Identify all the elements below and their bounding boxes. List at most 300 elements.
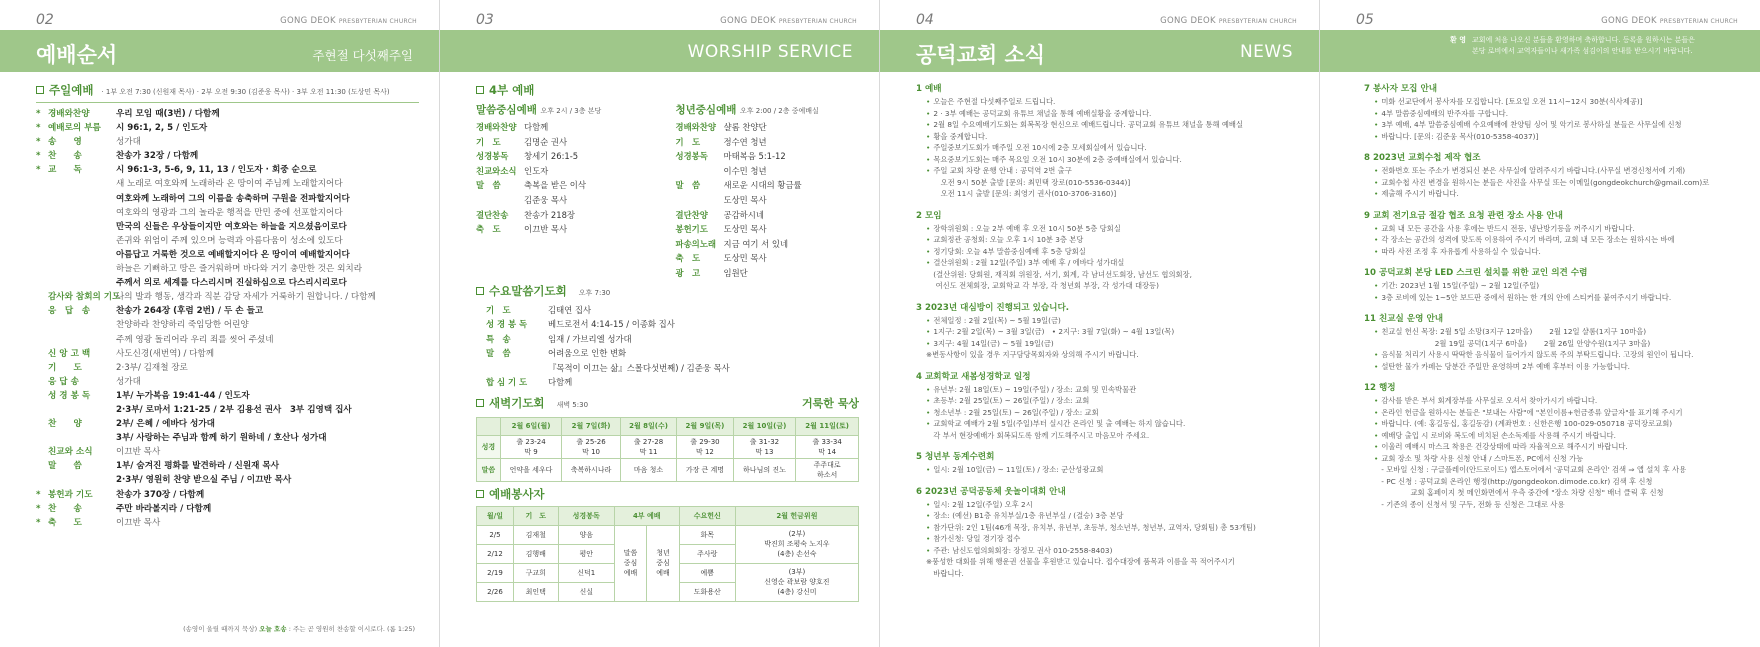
order-label: 친교와 소식 xyxy=(48,447,93,458)
news-line xyxy=(1364,338,1740,350)
news-text: 바랍니다. (예: 홍길동십, 홍길동감) (계좌번호 : 신한은행 100-029-050718 공덕장로교회) xyxy=(1381,419,1673,428)
order-value: 시 96:1, 2, 5 / 인도자 xyxy=(116,123,208,134)
news-line xyxy=(1364,441,1740,453)
service-label: 기 도 xyxy=(476,136,501,147)
order-label xyxy=(48,403,116,417)
order-row xyxy=(36,403,419,417)
dawn-word-cell: 언약을 세우다 xyxy=(500,458,561,481)
church-name: GONG DEOK xyxy=(720,16,776,26)
worship-service-content xyxy=(476,80,859,641)
box-icon xyxy=(476,86,484,94)
bullet-mark xyxy=(36,459,48,473)
service-row xyxy=(476,164,660,179)
news-text: 각 장소는 공간의 성격에 맞도록 이용하여 주시기 바라며, 교회 내 모든 장소는 원하시는 바에 xyxy=(1381,235,1675,244)
page-number: 04 xyxy=(916,12,934,28)
news-line xyxy=(916,556,1299,568)
bullet-dot: • xyxy=(926,246,931,256)
news-line xyxy=(916,177,1299,189)
bullet-dot: • xyxy=(926,108,931,118)
right-column xyxy=(676,102,860,281)
order-row xyxy=(36,361,419,375)
box-icon xyxy=(36,86,44,94)
news-item xyxy=(916,301,1299,361)
news-text: 유년부: 2월 18일(토) ~ 19일(주일) / 장소: 교회 및 민속박물관 xyxy=(933,384,1137,394)
bullet-dot: • xyxy=(1374,350,1379,359)
order-value: 찬송가 370장 / 다함께 xyxy=(116,489,205,500)
service-label: 결단찬송 xyxy=(476,209,509,220)
bullet-dot: • xyxy=(1374,246,1379,256)
news-line xyxy=(1364,246,1740,258)
vol-money-b: (3부) 신영순 곽보람 양호진 (4층) 강신미 xyxy=(735,563,858,601)
order-label: 말 씀 xyxy=(48,461,82,472)
order-value: 이끄반 목사 xyxy=(116,517,161,528)
news-text: 예배당 출입 시 로비와 복도에 비치된 손소독제를 사용해 주시기 바랍니다. xyxy=(1381,430,1616,440)
news-heading: 7 봉사자 모집 안내 xyxy=(1364,84,1438,94)
service-row xyxy=(476,149,660,164)
wednesday-label: 합 심 기 도 xyxy=(486,377,528,388)
order-value: 찬송가 32장 / 다함께 xyxy=(116,151,199,162)
service-value: 정수연 청년 xyxy=(723,136,767,147)
footnote-b: 오늘 호송 xyxy=(259,625,287,633)
dawn-row-label: 성경 xyxy=(477,435,501,458)
order-label: 찬 송 xyxy=(48,151,82,162)
service-label xyxy=(476,193,524,208)
order-row xyxy=(36,177,419,191)
service-label: 말 씀 xyxy=(675,180,701,191)
news-text: 주관: 남신도협의회회장: 장정모 권사 010-2558-8403) xyxy=(933,545,1113,555)
bullet-mark xyxy=(36,318,48,332)
fourth-service-columns xyxy=(476,102,859,281)
page-news xyxy=(880,0,1320,647)
dawn-schedule-table xyxy=(476,417,859,482)
news-text: 제출해 주시기 바랍니다. xyxy=(1381,189,1459,198)
vol-reading: 양음 xyxy=(558,525,614,544)
news-heading: 2 모임 xyxy=(916,210,942,221)
section-heading xyxy=(476,283,859,299)
order-label xyxy=(48,192,116,206)
news-line xyxy=(916,430,1299,442)
dawn-word-row xyxy=(477,458,859,481)
order-label xyxy=(48,248,116,262)
news-line xyxy=(916,165,1299,177)
news-line xyxy=(1364,165,1740,177)
news-text: - 모바일 신청 : 구글플레이(안드로이드) 앱스토어에서 '공덕교회 온라인' 검색 ⇒ 앱 설치 후 사용 xyxy=(1374,465,1687,474)
page-worship-service xyxy=(440,0,880,647)
order-value: 여호와께 노래하여 그의 이름을 송축하며 구원을 전파할지어다 xyxy=(116,193,350,204)
news-item xyxy=(916,82,1299,200)
news-item xyxy=(916,485,1299,580)
divider xyxy=(36,102,419,103)
bullet-mark xyxy=(36,445,48,459)
order-row xyxy=(36,318,419,332)
news-line xyxy=(916,533,1299,545)
page-number: 05 xyxy=(1356,12,1374,28)
news-heading: 12 행정 xyxy=(1364,383,1396,393)
bullet-dot: • xyxy=(1374,166,1379,175)
order-row xyxy=(36,220,419,234)
vol-head: 4부 예배 xyxy=(614,506,679,525)
news-line xyxy=(916,188,1299,200)
bullet-mark xyxy=(36,248,48,262)
dawn-bible-cell: 출 23-24 막 9 xyxy=(500,435,561,458)
service-label: 친교와소식 xyxy=(476,165,517,176)
order-row xyxy=(36,445,419,459)
news-line xyxy=(1364,487,1740,499)
order-label: 응 답 송 xyxy=(48,376,79,387)
news-text: 교회수첩 사진 변경을 원하시는 분들은 사진을 사무실 또는 이메일(gongdeokchurch@gmail.com)로 xyxy=(1381,177,1710,187)
news-text: 기간: 2023년 1월 15일(주일) ~ 2월 12일(주일) xyxy=(1381,281,1540,290)
news-text: 황을 중계합니다. xyxy=(933,131,988,141)
news-text: 바랍니다. [문의: 김준웅 목사(010-5358-4037)] xyxy=(1381,131,1539,141)
news-line xyxy=(1364,280,1740,292)
news-line xyxy=(916,522,1299,534)
bullet-dot: • xyxy=(926,545,931,555)
news-text: 청소년부 : 2월 25일(토) ~ 26일(주일) / 장소: 교회 xyxy=(933,407,1099,417)
bullet-mark xyxy=(36,290,48,304)
bullet-dot: • xyxy=(1374,120,1379,129)
vol-reading: 신실 xyxy=(558,582,614,601)
bullet-dot: • xyxy=(1374,292,1379,302)
order-row xyxy=(36,163,419,177)
dawn-bible-cell: 출 25-26 막 10 xyxy=(562,435,621,458)
order-row xyxy=(36,192,419,206)
news-line xyxy=(916,108,1299,120)
dawn-time: 새벽 5:30 xyxy=(556,400,589,409)
worship-order-content xyxy=(36,80,419,641)
bullet-dot: • xyxy=(1374,396,1379,405)
service-label: 기 도 xyxy=(675,136,701,147)
bullet-mark xyxy=(36,234,48,248)
service-label: 성경봉독 xyxy=(675,151,708,162)
page-title: 예배순서 xyxy=(36,43,118,67)
news-heading: 9 교회 전기요금 절감 협조 요청 관련 장소 사용 안내 xyxy=(1364,210,1563,221)
order-row xyxy=(36,459,419,473)
news-line xyxy=(916,326,1299,338)
news-line xyxy=(916,269,1299,281)
order-value: 주께서 의로 세계를 다스리시며 진실하심으로 다스리시리로다 xyxy=(116,278,347,289)
welcome-text-2: 본당 로비에서 교역자들이나 새가족 섬김이의 안내를 받으시기 바랍니다. xyxy=(1472,47,1693,55)
welcome-line-1 xyxy=(1450,35,1734,46)
order-row xyxy=(36,262,419,276)
news-text: 이울러 예배시 마스크 착용은 건강상태에 따라 자율적으로 해주시기 바랍니다. xyxy=(1381,442,1628,451)
order-row xyxy=(36,502,419,516)
church-suffix: PRESBYTERIAN CHURCH xyxy=(338,18,417,25)
news-text: 정기당회: 오늘 4부 말씀중심예배 후 5층 당회실 xyxy=(933,246,1086,256)
wednesday-value: 베드로전서 4:14-15 / 이종화 집사 xyxy=(548,319,675,330)
dawn-bible-row xyxy=(477,435,859,458)
news-line xyxy=(916,418,1299,430)
bullet-dot: • xyxy=(1374,327,1379,336)
bullet-dot: • xyxy=(926,396,931,405)
bullet-mark xyxy=(36,304,48,318)
bullet-dot: • xyxy=(926,166,931,175)
welcome-label: 환 영 xyxy=(1450,36,1466,44)
news-text: 음식물 처리기 사용시 딱딱한 음식물이 들어가지 않도록 주의 부탁드립니다. 고장의 원인이 됩니다. xyxy=(1381,350,1694,359)
dawn-corner xyxy=(477,417,501,435)
service-row xyxy=(676,251,860,266)
bullet-mark xyxy=(36,389,48,403)
news-text: 온라인 헌금을 원하시는 분들은 "보내는 사람"에 "본인이름+헌금종류 앞글자"를 표기해 주시기 xyxy=(1381,407,1683,417)
news-line xyxy=(1364,108,1740,120)
news-line xyxy=(916,96,1299,108)
vol-head: 2월 헌금위원 xyxy=(735,506,858,525)
vol-prayer: 구교희 xyxy=(513,563,558,582)
bullet-mark xyxy=(36,262,48,276)
bullet-mark: * xyxy=(36,151,41,162)
news-text: - 기존의 종이 신청서 및 구두, 전화 등 신청은 그대로 사용 xyxy=(1374,499,1565,509)
bullet-mark xyxy=(36,206,48,220)
dawn-bible-cell: 출 31-32 막 13 xyxy=(733,435,796,458)
news-text: 교회 내 모든 공간을 사용 후에는 반드시 전등, 냉난방기등을 꺼주시기 바랍니다. xyxy=(1381,223,1635,233)
order-value: 시 96:1-3, 5-6, 9, 11, 13 / 인도자 · 회중 순으로 xyxy=(116,165,317,176)
bullet-dot: • xyxy=(1374,108,1379,118)
wednesday-value: 『목적이 이끄는 삶』스몰다섯번째) / 김준웅 목사 xyxy=(548,362,730,373)
news-line xyxy=(916,510,1299,522)
service-value: 임원단 xyxy=(723,267,748,278)
news-text: 각 부서 현장예배가 회복되도록 함께 기도해주시고 마음모아 주세요. xyxy=(926,430,1150,440)
vol-prayer: 최인택 xyxy=(513,582,558,601)
section-heading xyxy=(36,82,419,98)
bullet-mark xyxy=(36,473,48,487)
service-row xyxy=(676,222,860,237)
news-text: 3부 예배, 4부 말씀중심예배 수요예배에 찬양팀 싱어 및 악기로 봉사하실 분들은 사무실에 신청 xyxy=(1381,120,1682,129)
order-row xyxy=(36,304,419,318)
volunteer-table xyxy=(476,506,859,602)
dawn-row-label: 말씀 xyxy=(477,458,501,481)
service-value: 김명순 권사 xyxy=(524,136,568,147)
wednesday-value: 어려움으로 인한 변화 xyxy=(548,348,627,359)
news-line xyxy=(1364,131,1740,143)
news-text: 일시: 2월 12일(주일) 오후 2시 xyxy=(933,499,1033,509)
news-text: 친교실 헌신 목장: 2월 5일 소망(3지구 12마을) 2월 12일 샬롬(1지구 10마을) xyxy=(1381,327,1647,336)
news-line xyxy=(1364,223,1740,235)
news-text: 감사를 받은 부서 회계장부를 사무실로 오셔서 찾아가시기 바랍니다. xyxy=(1381,396,1598,405)
bullet-dot: • xyxy=(1374,430,1379,440)
dawn-header-row xyxy=(477,417,859,435)
service-value: 새로운 시대의 황금률 xyxy=(723,180,802,191)
news-text: 참가신청: 당일 경기장 접수 xyxy=(933,534,1021,543)
volunteer-row xyxy=(477,525,859,544)
wednesday-row xyxy=(476,361,859,376)
vol-wed: 주사랑 xyxy=(679,544,735,563)
title-band xyxy=(0,30,439,72)
news-heading: 6 2023년 공덕공동체 웃놀이대회 안내 xyxy=(916,486,1066,497)
section-heading xyxy=(476,486,859,502)
vol-head: 월/일 xyxy=(477,506,514,525)
news-content xyxy=(1364,82,1740,641)
service-label: 광 고 xyxy=(675,267,701,278)
section-heading xyxy=(476,82,859,98)
order-value: 우리 모임 때(3번) / 다함께 xyxy=(116,109,220,119)
section-title: 4부 예배 xyxy=(489,83,535,97)
news-line xyxy=(916,395,1299,407)
service-label: 봉헌기도 xyxy=(675,224,708,235)
bullet-dot: • xyxy=(926,258,931,267)
dawn-word-cell: 축복하시나라 xyxy=(562,458,621,481)
order-label: 감사와 참회의 기도 xyxy=(48,292,121,303)
order-row xyxy=(36,488,419,502)
church-header xyxy=(1601,16,1738,26)
bullet-dot: • xyxy=(1374,361,1379,371)
news-text: - PC 신청 : 공덕교회 온라인 행정(http://gongdeokon.dimode.co.kr) 검색 후 신청 xyxy=(1374,476,1653,486)
dawn-bible-cell: 출 27-28 막 11 xyxy=(620,435,676,458)
order-value: 1부/ 숨겨진 평화를 발견하라 / 신원재 목사 xyxy=(116,461,280,472)
news-line xyxy=(916,407,1299,419)
order-row xyxy=(36,290,419,304)
order-value: 만국의 신들은 우상들이지만 여호와는 하늘을 지으셨음이로다 xyxy=(116,221,347,232)
order-list xyxy=(36,107,419,530)
bullet-dot: • xyxy=(1374,97,1379,106)
left-time: 오후 2시 / 3층 본당 xyxy=(540,107,602,115)
footnote-a: (송영이 울릴 때까지 묵상) xyxy=(183,625,258,633)
service-value: 도상민 목사 xyxy=(723,253,767,264)
news-text: 장학위원회 : 오늘 2부 예배 후 오전 10시 50분 5층 당회실 xyxy=(933,223,1121,233)
vol-date: 2/19 xyxy=(477,563,514,582)
order-label: 경배와찬양 xyxy=(48,109,90,119)
order-label: 찬 양 xyxy=(48,419,82,430)
service-value: 다함께 xyxy=(524,122,549,132)
vol-4a: 말씀 중심 예배 xyxy=(614,525,646,601)
order-label xyxy=(48,318,116,332)
bullet-mark xyxy=(36,333,48,347)
bullet-dot: • xyxy=(926,338,931,348)
dawn-word-cell: 가장 큰 계명 xyxy=(677,458,733,481)
news-text: 전화번호 또는 주소가 변경되신 분은 사무실에 알려주시기 바랍니다.(사무실 변경신청서에 기재) xyxy=(1381,166,1686,175)
dawn-bible-cell: 출 33-34 막 14 xyxy=(796,435,859,458)
news-text: 4부 말씀중심예배의 반주자를 구합니다. xyxy=(1381,108,1509,118)
church-suffix: PRESBYTERIAN CHURCH xyxy=(778,18,857,25)
news-text: 전체일정 : 2월 2일(목) ~ 5월 19일(금) xyxy=(933,315,1061,325)
service-row xyxy=(676,135,860,150)
news-line xyxy=(1364,453,1740,465)
page-number: 02 xyxy=(36,12,54,28)
news-item xyxy=(1364,312,1740,372)
bullet-mark xyxy=(36,403,48,417)
order-row xyxy=(36,234,419,248)
order-label: 축 도 xyxy=(48,517,82,528)
news-heading: 10 공덕교회 본당 LED 스크린 설치를 위한 교인 의견 수렴 xyxy=(1364,268,1588,278)
news-item xyxy=(916,370,1299,442)
dawn-word-cell: 주주대로 하소서 xyxy=(796,458,859,481)
vol-money-a: (2부) 박진희 조평숙 노지우 (4층) 손선숙 xyxy=(735,525,858,563)
bullet-dot: • xyxy=(926,223,931,233)
bullet-dot: • xyxy=(926,407,931,417)
news-text: 오전 9시 50분 출발 [문의: 최민택 장로(010-5536-0344)] xyxy=(926,177,1131,187)
order-label xyxy=(48,220,116,234)
order-value: 성가대 xyxy=(116,137,141,148)
page-number: 03 xyxy=(476,12,494,28)
bullet-mark xyxy=(36,220,48,234)
bullet-dot: • xyxy=(1374,453,1379,463)
bullet-dot: • xyxy=(926,419,931,428)
order-row xyxy=(36,375,419,389)
order-value: 2·3부/ 김재철 장로 xyxy=(116,362,188,373)
order-value: 아름답고 거룩한 것으로 예배할지어다 온 땅이여 예배할지어다 xyxy=(116,249,350,260)
left-rows xyxy=(476,120,660,237)
left-head: 말씀중심예배 xyxy=(476,104,537,116)
service-row xyxy=(676,193,860,208)
bullet-dot: • xyxy=(926,131,931,141)
order-label: 응 답 송 xyxy=(48,306,91,317)
bullet-dot: • xyxy=(926,315,931,325)
bullet-dot: • xyxy=(926,327,931,336)
bullet-mark: * xyxy=(36,137,41,148)
page-title: 공덕교회 소식 xyxy=(916,43,1046,67)
church-header xyxy=(720,16,857,26)
service-value: 공감하시네 xyxy=(723,209,764,220)
news-text: 참가단위: 2인 1팀(46개 목장, 유치부, 유년부, 초등부, 청소년부, 청년부, 교역자, 당회팀) 총 53개팀) xyxy=(933,522,1256,532)
news-text: 교회 홈페이지 첫 메인화면에서 우측 중간에 "장소 차량 신청" 배너 클릭 후 신청 xyxy=(1374,488,1664,497)
service-value: 샬롬 찬양단 xyxy=(723,122,767,132)
news-line xyxy=(916,568,1299,580)
left-column xyxy=(476,102,660,281)
order-row xyxy=(36,431,419,445)
box-icon xyxy=(476,399,484,407)
section-title: 새벽기도회 xyxy=(489,395,545,410)
service-row xyxy=(676,120,860,135)
bullet-dot: • xyxy=(926,97,931,106)
service-row xyxy=(476,222,660,237)
news-line xyxy=(1364,418,1740,430)
news-heading: 8 2023년 교회수첩 제작 협조 xyxy=(1364,153,1481,163)
wednesday-row xyxy=(476,303,859,318)
news-line xyxy=(916,142,1299,154)
news-text: 결산위원회 : 2월 12일(주일) 3부 예배 후 / 에바다 성가대실 xyxy=(933,258,1125,267)
news-text: 2월 8일 수요예배기도회는 회복목장 현신으로 예배드립니다. 공덕교회 유튜브 채널을 통해 예배실 xyxy=(933,120,1244,129)
dawn-day: 2월 6일(월) xyxy=(500,417,561,435)
church-header xyxy=(1160,16,1297,26)
news-line xyxy=(916,257,1299,269)
news-line xyxy=(916,315,1299,327)
news-text: 미화 선교단에서 봉사자를 모집합니다. [토요일 오전 11시~12시 30분(식사제공)] xyxy=(1381,97,1643,106)
news-text: 교회학교 예배가 2월 5일(주일)부터 실시간 온라인 및 출 예배는 하지 않습니다. xyxy=(933,419,1186,428)
bullet-mark: * xyxy=(36,165,41,176)
wednesday-rows xyxy=(476,303,859,390)
news-text: ※변동사항이 있을 경우 지구담당목회자와 상의해 주시기 바랍니다. xyxy=(926,350,1139,359)
order-label xyxy=(48,177,116,191)
church-suffix: PRESBYTERIAN CHURCH xyxy=(1659,18,1738,25)
order-row xyxy=(36,121,419,135)
service-label xyxy=(676,193,724,208)
order-label: 교 독 xyxy=(48,165,82,176)
wednesday-label: 기 도 xyxy=(486,304,511,315)
order-value: 2부/ 은혜 / 에바다 성가대 xyxy=(116,419,215,430)
order-label xyxy=(48,473,116,487)
news-text: ※풍성한 대회를 위해 행운권 선물을 후원받고 있습니다. 접수대장에 품목과 이름을 꼭 적어주시기 xyxy=(926,557,1235,566)
service-label: 성경봉독 xyxy=(476,151,509,162)
bullet-mark xyxy=(36,361,48,375)
footnote xyxy=(183,624,415,633)
news-text: 주일 교회 차량 운행 안내 : 공덕역 2번 출구 xyxy=(933,166,1072,175)
page-title-en: WORSHIP SERVICE xyxy=(687,42,853,62)
service-row xyxy=(476,135,660,150)
news-item xyxy=(1364,209,1740,258)
news-text: 장소: (예선) B1층 유치부실/1층 유년부실 / (결승) 3층 본당 xyxy=(933,511,1124,520)
bullet-dot: • xyxy=(1374,235,1379,244)
service-value: 이수민 청년 xyxy=(723,165,767,176)
news-line xyxy=(1364,177,1740,189)
page-news-continued xyxy=(1320,0,1760,647)
dawn-heading xyxy=(476,393,859,415)
bullet-dot: • xyxy=(926,143,931,152)
news-line xyxy=(916,131,1299,143)
news-line xyxy=(1364,96,1740,108)
news-heading: 5 청년부 동계수련회 xyxy=(916,452,995,462)
service-label: 파송의노래 xyxy=(675,238,716,249)
news-line xyxy=(1364,234,1740,246)
service-label: 결단찬양 xyxy=(675,209,708,220)
news-item xyxy=(1364,381,1740,510)
